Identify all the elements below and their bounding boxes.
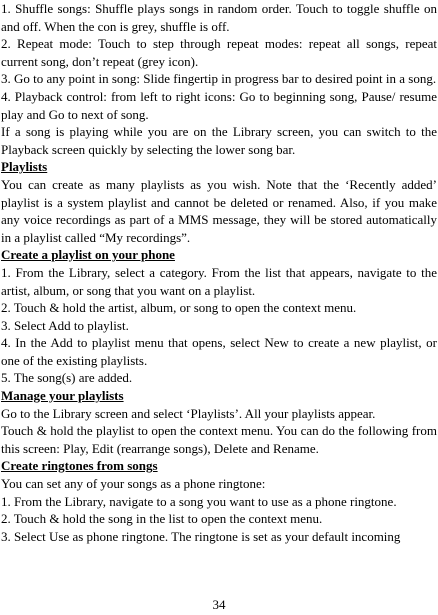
create-ringtones-heading: Create ringtones from songs — [1, 458, 158, 474]
create-playlist-step-3: 3. Select Add to playlist. — [1, 317, 129, 333]
shuffle-songs-paragraph: 1. Shuffle songs: Shuffle plays songs in random order. Touch to toggle shuffle on and off. When the con is grey, shuffle is off. — [1, 1, 437, 34]
playback-control-paragraph: 4. Playback control: from left to right icons: Go to beginning song, Pause/ resume play and Go to next of song. — [1, 88, 437, 122]
create-playlist-step-5: 5. The song(s) are added. — [1, 370, 133, 386]
switch-to-playback-paragraph: If a song is playing while you are on the Library screen, you can switch to the Playback screen quickly by selecting the lower song bar. — [1, 124, 437, 157]
playback-controls-section — [1, 0, 437, 158]
ringtones-step-2: 2. Touch & hold the song in the list to open the context menu. — [1, 511, 323, 527]
create-playlist-step-4: 4. In the Add to playlist menu that opens, select New to create a new playlist, or one of the existing playlists. — [1, 335, 437, 368]
create-playlist-section — [1, 246, 437, 387]
page-number: 34 — [212, 597, 226, 612]
create-playlist-heading: Create a playlist on your phone — [1, 247, 175, 263]
ringtones-step-1: 1. From the Library, navigate to a song you want to use as a phone ringtone. — [1, 493, 397, 509]
playlists-section — [1, 158, 437, 246]
create-playlist-step-1: 1. From the Library, select a category. From the list that appears, navigate to the artist, album, or song that you want on a playlist. — [1, 264, 437, 298]
manage-playlists-paragraph-1: Go to the Library screen and select ‘Playlists’. All your playlists appear. — [1, 405, 376, 421]
create-ringtones-section — [1, 457, 437, 545]
manage-playlists-paragraph-2: Touch & hold the playlist to open the context menu. You can do the following from this screen: Play, Edit (rearrange songs), Delete and Rename. — [1, 423, 437, 456]
playlists-heading: Playlists — [1, 159, 48, 175]
repeat-mode-paragraph: 2. Repeat mode: Touch to step through repeat modes: repeat all songs, repeat current song, don’t repeat (grey icon). — [1, 36, 437, 69]
ringtones-step-3: 3. Select Use as phone ringtone. The ringtone is set as your default incoming — [1, 528, 401, 544]
playlists-body-paragraph: You can create as many playlists as you wish. Note that the ‘Recently added’ playlist is a system playlist and cannot be deleted or renamed. Also, if you make any voice recordings as part of a MMS message, they will be stored automatically in a playlist called “My recordings”. — [1, 176, 437, 245]
ringtones-intro-paragraph: You can set any of your songs as a phone ringtone: — [1, 476, 266, 492]
seek-position-paragraph: 3. Go to any point in song: Slide fingertip in progress bar to desired point in a song. — [1, 71, 437, 87]
manage-playlists-section — [1, 387, 437, 457]
create-playlist-step-2: 2. Touch & hold the artist, album, or song to open the context menu. — [1, 300, 357, 316]
manage-playlists-heading: Manage your playlists — [1, 388, 124, 404]
